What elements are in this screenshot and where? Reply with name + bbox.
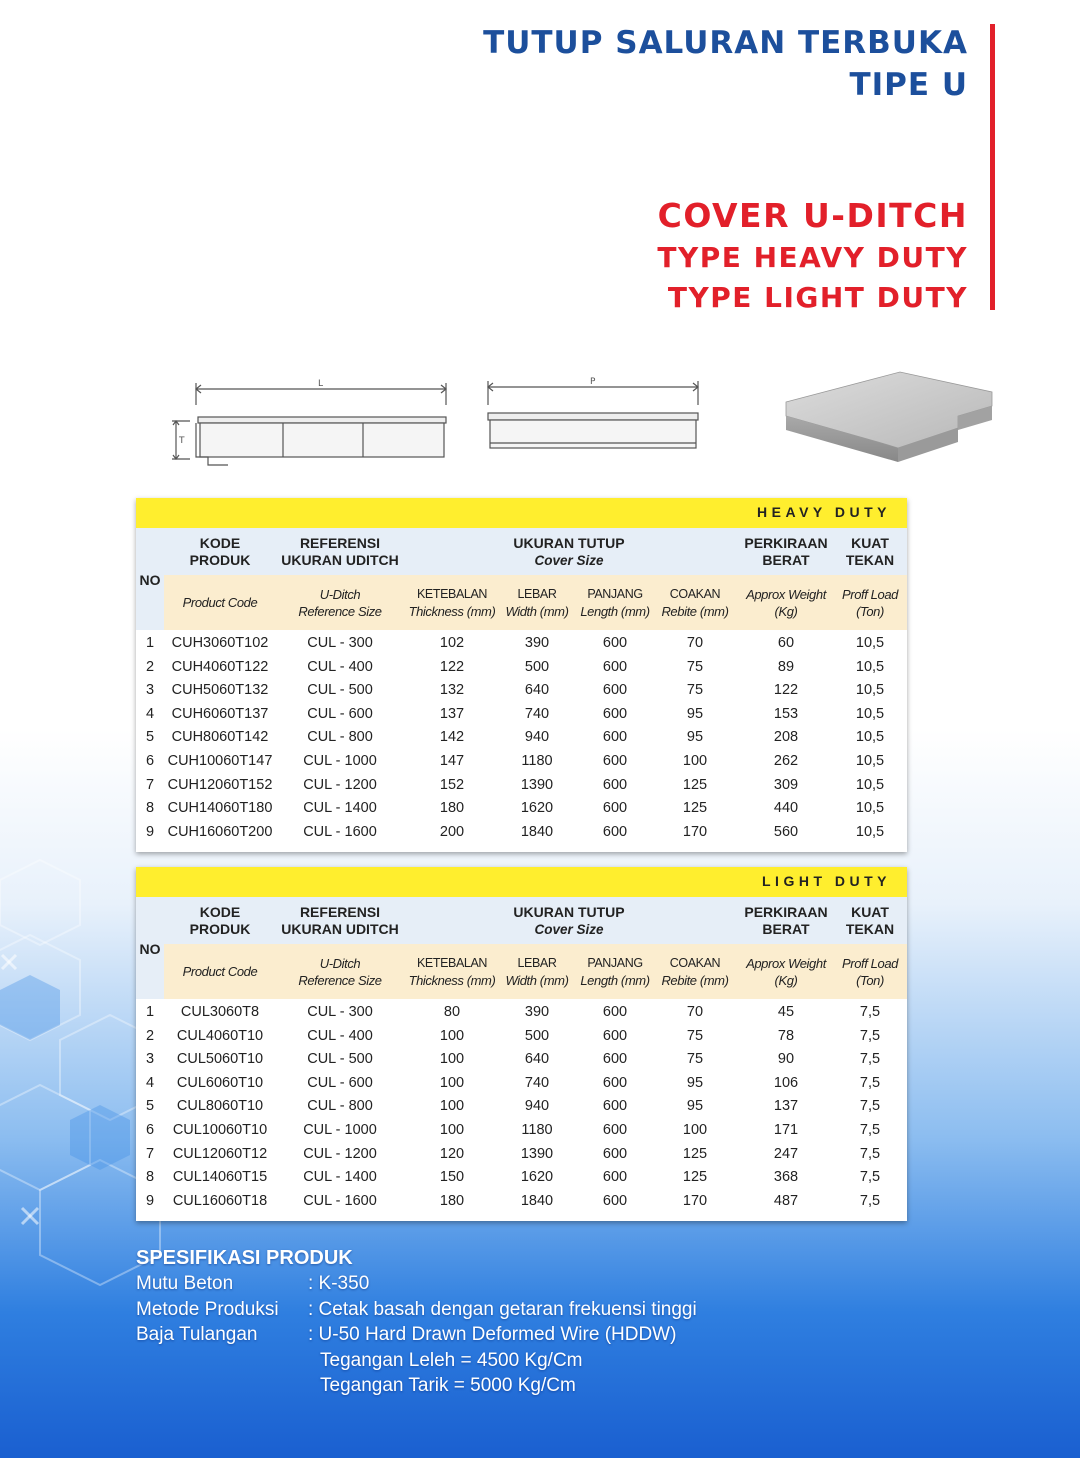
cell-reference-size: CUL - 800: [307, 729, 373, 746]
header-coakan: COAKAN Rebite (mm): [661, 956, 729, 988]
cell-length: 600: [602, 1192, 628, 1209]
cell-rebite: 70: [686, 1004, 704, 1020]
cell-thickness: 100: [439, 1027, 465, 1044]
header-kode: KODE PRODUK: [189, 904, 251, 937]
header-product-code: Product Code: [182, 595, 258, 610]
drawing-width-label: P: [590, 377, 596, 387]
heavy-duty-table: [136, 498, 907, 852]
cell-rebite: 100: [682, 1121, 708, 1138]
table-row: [136, 1190, 907, 1214]
cell-width: 640: [524, 682, 550, 699]
cell-product-code: CUL10060T10: [172, 1121, 268, 1138]
cell-width: 1620: [520, 800, 554, 817]
subtitle-main: COVER U-DITCH: [657, 196, 968, 235]
header-reference-size: U-Ditch Reference Size: [298, 587, 382, 619]
cell-weight: 153: [773, 705, 799, 722]
cell-thickness: 100: [439, 1121, 465, 1138]
cell-length: 600: [602, 635, 628, 651]
cell-thickness: 180: [439, 1192, 465, 1209]
table-row: [136, 774, 907, 798]
cell-thickness: 122: [439, 658, 465, 675]
cell-length: 600: [602, 1169, 628, 1186]
cell-length: 600: [602, 1027, 628, 1044]
table-row: [136, 632, 907, 656]
cell-no: 4: [145, 705, 155, 722]
cell-proff-load: 7,5: [859, 1192, 881, 1209]
heavy-duty-label: HEAVY DUTY: [757, 504, 891, 520]
cell-rebite: 95: [686, 1074, 704, 1091]
title-line-1: TUTUP SALURAN TERBUKA: [483, 25, 968, 61]
spec-item-mutu-beton: [136, 1271, 370, 1297]
cell-weight: 171: [773, 1121, 799, 1138]
header-lebar: LEBAR Width (mm): [505, 956, 569, 988]
cell-weight: 89: [777, 658, 795, 675]
cell-width: 390: [524, 635, 550, 651]
cell-product-code: CUH14060T180: [167, 800, 273, 817]
cell-product-code: CUH3060T102: [171, 635, 269, 651]
header-no: NO: [139, 572, 161, 588]
cell-proff-load: 7,5: [859, 1169, 881, 1186]
cell-thickness: 180: [439, 800, 465, 817]
cell-proff-load: 10,5: [855, 823, 885, 840]
main-title: [483, 22, 968, 106]
front-view-drawing: [482, 375, 707, 460]
header-kode: KODE PRODUK: [189, 535, 251, 568]
table-row: [136, 750, 907, 774]
spec-label: Baja Tulangan: [136, 1324, 258, 1345]
table-row: [136, 1143, 907, 1167]
cell-weight: 247: [773, 1145, 799, 1162]
cell-proff-load: 10,5: [855, 635, 885, 651]
cover-product-image: [780, 366, 998, 466]
cell-no: 8: [145, 800, 155, 817]
cell-product-code: CUH4060T122: [171, 658, 269, 675]
cell-reference-size: CUL - 1400: [303, 1169, 377, 1186]
drawing-thickness-label: T: [179, 436, 185, 446]
header-reference-size: U-Ditch Reference Size: [298, 956, 382, 988]
cell-product-code: CUL14060T15: [172, 1169, 268, 1186]
light-duty-rows: [136, 999, 907, 1221]
spec-label: Mutu Beton: [136, 1273, 234, 1294]
cell-proff-load: 10,5: [855, 705, 885, 722]
cell-proff-load: 10,5: [855, 800, 885, 817]
cell-thickness: 200: [439, 823, 465, 840]
cell-weight: 60: [777, 635, 795, 651]
cell-no: 2: [145, 1027, 155, 1044]
cell-weight: 90: [777, 1051, 795, 1068]
cell-length: 600: [602, 823, 628, 840]
cell-no: 3: [145, 682, 155, 699]
cell-rebite: 75: [686, 682, 704, 699]
cell-reference-size: CUL - 1000: [303, 752, 377, 769]
header-lebar: LEBAR Width (mm): [505, 587, 569, 619]
cell-product-code: CUH16060T200: [167, 823, 273, 840]
header-ketebalan: KETEBALAN Thickness (mm): [408, 956, 496, 988]
cell-length: 600: [602, 1098, 628, 1115]
heavy-duty-rows: [136, 630, 907, 852]
cell-weight: 137: [773, 1098, 799, 1115]
cell-width: 1620: [520, 1169, 554, 1186]
cell-reference-size: CUL - 400: [307, 658, 373, 675]
drawing-length-label: L: [318, 379, 324, 389]
table-row: [136, 797, 907, 821]
cell-width: 500: [524, 658, 550, 675]
cell-product-code: CUL3060T8: [180, 1004, 260, 1020]
cell-width: 940: [524, 729, 550, 746]
header-referensi: REFERENSI UKURAN UDITCH: [281, 535, 399, 568]
cell-weight: 309: [773, 776, 799, 793]
cell-reference-size: CUL - 1000: [303, 1121, 377, 1138]
table-header: [136, 897, 907, 999]
cell-length: 600: [602, 1051, 628, 1068]
cell-reference-size: CUL - 400: [307, 1027, 373, 1044]
cell-weight: 45: [777, 1004, 795, 1020]
cell-proff-load: 10,5: [855, 658, 885, 675]
cell-width: 940: [524, 1098, 550, 1115]
cell-no: 1: [145, 635, 155, 651]
header-ukuran-tutup: UKURAN TUTUP Cover Size: [513, 904, 625, 937]
cell-reference-size: CUL - 1600: [303, 1192, 377, 1209]
cell-weight: 440: [773, 800, 799, 817]
cell-rebite: 125: [682, 800, 708, 817]
cell-no: 7: [145, 776, 155, 793]
cell-width: 740: [524, 705, 550, 722]
heavy-duty-band: [136, 498, 907, 528]
table-row: [136, 1025, 907, 1049]
spec-item-metode-produksi: [136, 1297, 697, 1323]
cell-thickness: 150: [439, 1169, 465, 1186]
light-duty-band: [136, 867, 907, 897]
table-row: [136, 1001, 907, 1025]
header-panjang: PANJANG Length (mm): [580, 956, 650, 988]
cell-product-code: CUL12060T12: [172, 1145, 268, 1162]
cell-rebite: 125: [682, 1169, 708, 1186]
cell-reference-size: CUL - 1200: [303, 1145, 377, 1162]
spec-value: : Cetak basah dengan getaran frekuensi tinggi: [308, 1298, 697, 1320]
header-proff-load: Proff Load (Ton): [842, 956, 898, 988]
cell-weight: 262: [773, 752, 799, 769]
cell-proff-load: 7,5: [859, 1098, 881, 1115]
cell-width: 1390: [520, 776, 554, 793]
cell-proff-load: 10,5: [855, 682, 885, 699]
cell-no: 3: [145, 1051, 155, 1068]
header-berat: PERKIRAAN BERAT: [744, 535, 828, 568]
spec-tegangan-tarik: Tegangan Tarik = 5000 Kg/Cm: [320, 1375, 576, 1396]
product-specification: [136, 1245, 697, 1399]
header-kuat-tekan: KUAT TEKAN: [845, 904, 895, 937]
cell-thickness: 102: [439, 635, 465, 651]
cell-rebite: 170: [682, 1192, 708, 1209]
cell-thickness: 142: [439, 729, 465, 746]
header-kuat-tekan: KUAT TEKAN: [845, 535, 895, 568]
cell-thickness: 100: [439, 1074, 465, 1091]
cell-thickness: 137: [439, 705, 465, 722]
table-row: [136, 1048, 907, 1072]
cell-length: 600: [602, 705, 628, 722]
table-row: [136, 1072, 907, 1096]
cell-proff-load: 7,5: [859, 1121, 881, 1138]
cell-rebite: 75: [686, 1027, 704, 1044]
cell-length: 600: [602, 729, 628, 746]
subtitle-line-heavy: TYPE HEAVY DUTY: [657, 241, 968, 274]
cell-reference-size: CUL - 1200: [303, 776, 377, 793]
cell-weight: 368: [773, 1169, 799, 1186]
cell-product-code: CUH5060T132: [171, 682, 269, 699]
cell-length: 600: [602, 800, 628, 817]
cell-rebite: 100: [682, 752, 708, 769]
cell-thickness: 100: [439, 1098, 465, 1115]
cell-product-code: CUL16060T18: [172, 1192, 268, 1209]
cell-product-code: CUL5060T10: [176, 1051, 264, 1068]
cell-width: 390: [524, 1004, 550, 1020]
table-row: [136, 726, 907, 750]
cell-no: 6: [145, 752, 155, 769]
cell-reference-size: CUL - 1400: [303, 800, 377, 817]
cell-width: 1840: [520, 823, 554, 840]
table-header: [136, 528, 907, 630]
cell-rebite: 95: [686, 705, 704, 722]
cell-rebite: 75: [686, 1051, 704, 1068]
cell-product-code: CUH8060T142: [171, 729, 269, 746]
cell-width: 640: [524, 1051, 550, 1068]
cell-reference-size: CUL - 500: [307, 1051, 373, 1068]
cell-width: 1180: [521, 752, 553, 769]
cell-rebite: 125: [682, 1145, 708, 1162]
cell-length: 600: [602, 658, 628, 675]
spec-value: : K-350: [308, 1273, 370, 1294]
side-view-drawing: [168, 375, 458, 470]
cell-no: 8: [145, 1169, 155, 1186]
header-ukuran-tutup: UKURAN TUTUP Cover Size: [513, 535, 625, 568]
header-approx-weight: Approx Weight (Kg): [746, 587, 826, 619]
subtitle: [657, 194, 968, 318]
cell-reference-size: CUL - 600: [307, 705, 373, 722]
cell-product-code: CUH6060T137: [171, 705, 269, 722]
cell-thickness: 120: [439, 1145, 465, 1162]
table-row: [136, 1095, 907, 1119]
cell-weight: 106: [773, 1074, 799, 1091]
cell-thickness: 132: [439, 682, 465, 699]
cell-weight: 122: [773, 682, 799, 699]
header-approx-weight: Approx Weight (Kg): [746, 956, 826, 988]
cell-no: 2: [145, 658, 155, 675]
table-row: [136, 1119, 907, 1143]
header-coakan: COAKAN Rebite (mm): [661, 587, 729, 619]
cell-thickness: 80: [443, 1004, 461, 1020]
table-row: [136, 656, 907, 680]
cell-length: 600: [602, 776, 628, 793]
cell-rebite: 125: [682, 776, 708, 793]
cell-reference-size: CUL - 600: [307, 1074, 373, 1091]
cell-no: 1: [145, 1004, 155, 1020]
cell-weight: 487: [773, 1192, 799, 1209]
table-row: [136, 703, 907, 727]
cell-proff-load: 10,5: [855, 752, 885, 769]
header-panjang: PANJANG Length (mm): [580, 587, 650, 619]
cell-proff-load: 7,5: [859, 1051, 881, 1068]
accent-red-bar: [990, 24, 995, 310]
cell-length: 600: [602, 1145, 628, 1162]
cell-product-code: CUL4060T10: [176, 1027, 264, 1044]
cell-width: 740: [524, 1074, 550, 1091]
cell-width: 1390: [520, 1145, 554, 1162]
table-row: [136, 1166, 907, 1190]
header-product-code: Product Code: [182, 964, 258, 979]
cell-no: 9: [145, 1192, 155, 1209]
cell-proff-load: 7,5: [859, 1004, 881, 1020]
header-no: NO: [139, 941, 161, 957]
cell-rebite: 170: [682, 823, 708, 840]
subtitle-line-light: TYPE LIGHT DUTY: [667, 281, 968, 314]
header-referensi: REFERENSI UKURAN UDITCH: [281, 904, 399, 937]
cell-no: 5: [145, 729, 155, 746]
cell-proff-load: 10,5: [855, 776, 885, 793]
spec-tegangan-leleh: Tegangan Leleh = 4500 Kg/Cm: [320, 1349, 583, 1371]
cell-length: 600: [602, 1121, 628, 1138]
cell-proff-load: 7,5: [859, 1027, 881, 1044]
cell-reference-size: CUL - 300: [307, 635, 373, 651]
cell-weight: 560: [773, 823, 799, 840]
cell-thickness: 147: [439, 752, 465, 769]
cell-reference-size: CUL - 300: [307, 1004, 373, 1020]
cell-rebite: 75: [686, 658, 704, 675]
cell-no: 9: [145, 823, 155, 840]
spec-label: Metode Produksi: [136, 1298, 279, 1320]
cell-proff-load: 10,5: [855, 729, 885, 746]
cell-length: 600: [602, 682, 628, 699]
header-berat: PERKIRAAN BERAT: [744, 904, 828, 937]
cell-thickness: 100: [439, 1051, 465, 1068]
cell-weight: 208: [773, 729, 799, 746]
cell-length: 600: [602, 1074, 628, 1091]
cell-weight: 78: [777, 1027, 795, 1044]
cell-rebite: 70: [686, 635, 704, 651]
cell-width: 1180: [521, 1121, 553, 1138]
cell-reference-size: CUL - 1600: [303, 823, 377, 840]
light-duty-table: [136, 867, 907, 1221]
cell-product-code: CUH10060T147: [167, 752, 273, 769]
cell-product-code: CUH12060T152: [167, 776, 273, 793]
table-row: [136, 821, 907, 845]
spec-item-baja-tulangan: [136, 1322, 677, 1348]
cell-proff-load: 7,5: [859, 1074, 881, 1091]
cell-proff-load: 7,5: [859, 1145, 881, 1162]
header-ketebalan: KETEBALAN Thickness (mm): [408, 587, 496, 619]
cell-no: 7: [145, 1145, 155, 1162]
cell-thickness: 152: [439, 776, 465, 793]
table-row: [136, 679, 907, 703]
spec-title: SPESIFIKASI PRODUK: [136, 1247, 353, 1269]
cell-product-code: CUL6060T10: [176, 1074, 264, 1091]
cell-length: 600: [602, 1004, 628, 1020]
cell-rebite: 95: [686, 1098, 704, 1115]
cell-length: 600: [602, 752, 628, 769]
cell-reference-size: CUL - 800: [307, 1098, 373, 1115]
header-proff-load: Proff Load (Ton): [842, 587, 898, 619]
cell-width: 500: [524, 1027, 550, 1044]
spec-value: : U-50 Hard Drawn Deformed Wire (HDDW): [308, 1324, 677, 1345]
cell-rebite: 95: [686, 729, 704, 746]
cell-no: 4: [145, 1074, 155, 1091]
cell-no: 6: [145, 1121, 155, 1138]
light-duty-label: LIGHT DUTY: [762, 873, 891, 889]
cell-no: 5: [145, 1098, 155, 1115]
cell-reference-size: CUL - 500: [307, 682, 373, 699]
cell-width: 1840: [520, 1192, 554, 1209]
cell-product-code: CUL8060T10: [176, 1098, 264, 1115]
title-line-2: TIPE U: [849, 67, 968, 103]
